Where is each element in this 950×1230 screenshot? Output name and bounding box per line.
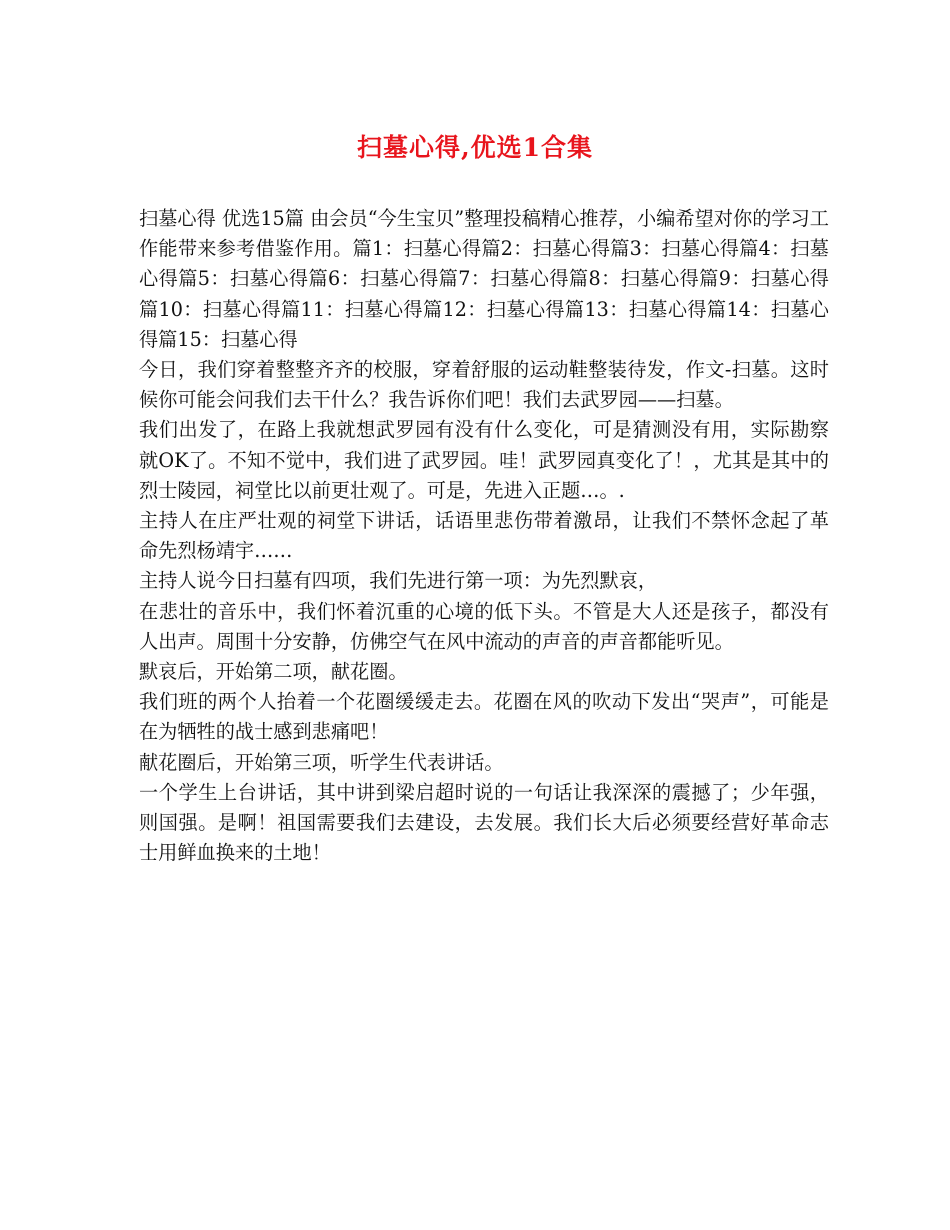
paragraph-7: 默哀后，开始第二项，献花圈。 (139, 660, 408, 684)
paragraph-4: 主持人在庄严壮观的祠堂下讲话，话语里悲伤带着激昂，让我们不禁怀念起了革命先烈杨靖宇…… (139, 509, 829, 563)
document-title: 扫墓心得,优选1合集 (356, 133, 594, 162)
paragraph-3: 我们出发了，在路上我就想武罗园有没有什么变化，可是猜测没有用，实际勘察就OK了。不知不觉中，我们进了武罗园。哇！武罗园真变化了！，尤其是其中的烈士陵园，祠堂比以前更壮观了。可是，先进入正题…。. (139, 418, 829, 502)
paragraph-5: 主持人说今日扫墓有四项，我们先进行第一项：为先烈默哀， (139, 569, 658, 593)
paragraph-8: 我们班的两个人抬着一个花圈缓缓走去。花圈在风的吹动下发出“哭声”，可能是在为牺牲的战士感到悲痛吧！ (139, 690, 829, 744)
paragraph-2: 今日，我们穿着整整齐齐的校服，穿着舒服的运动鞋整装待发，作文-扫墓。这时候你可能会问我们去干什么？我告诉你们吧！我们去武罗园——扫墓。 (139, 358, 829, 412)
paragraph-6: 在悲壮的音乐中，我们怀着沉重的心境的低下头。不管是大人还是孩子，都没有人出声。周围十分安静，仿佛空气在风中流动的声音的声音都能听见。 (139, 599, 829, 653)
paragraph-9: 献花圈后，开始第三项，听学生代表讲话。 (139, 750, 504, 774)
paragraph-intro: 扫墓心得 优选15篇 由会员“今生宝贝”整理投稿精心推荐，小编希望对你的学习工作能带来参考借鉴作用。篇1：扫墓心得篇2：扫墓心得篇3：扫墓心得篇4：扫墓心得篇5：扫墓心得篇6：扫墓心得篇7：扫墓心得篇8：扫墓心得篇9：扫墓心得篇10：扫墓心得篇11：扫墓心得篇12：扫墓心得篇13：扫墓心得篇14：扫墓心得篇15：扫墓心得 (139, 207, 829, 351)
document-body (139, 204, 829, 868)
paragraph-10: 一个学生上台讲话，其中讲到梁启超时说的一句话让我深深的震撼了；少年强，则国强。是啊！祖国需要我们去建设，去发展。我们长大后必须要经营好革命志士用鲜血换来的土地！ (139, 780, 829, 865)
